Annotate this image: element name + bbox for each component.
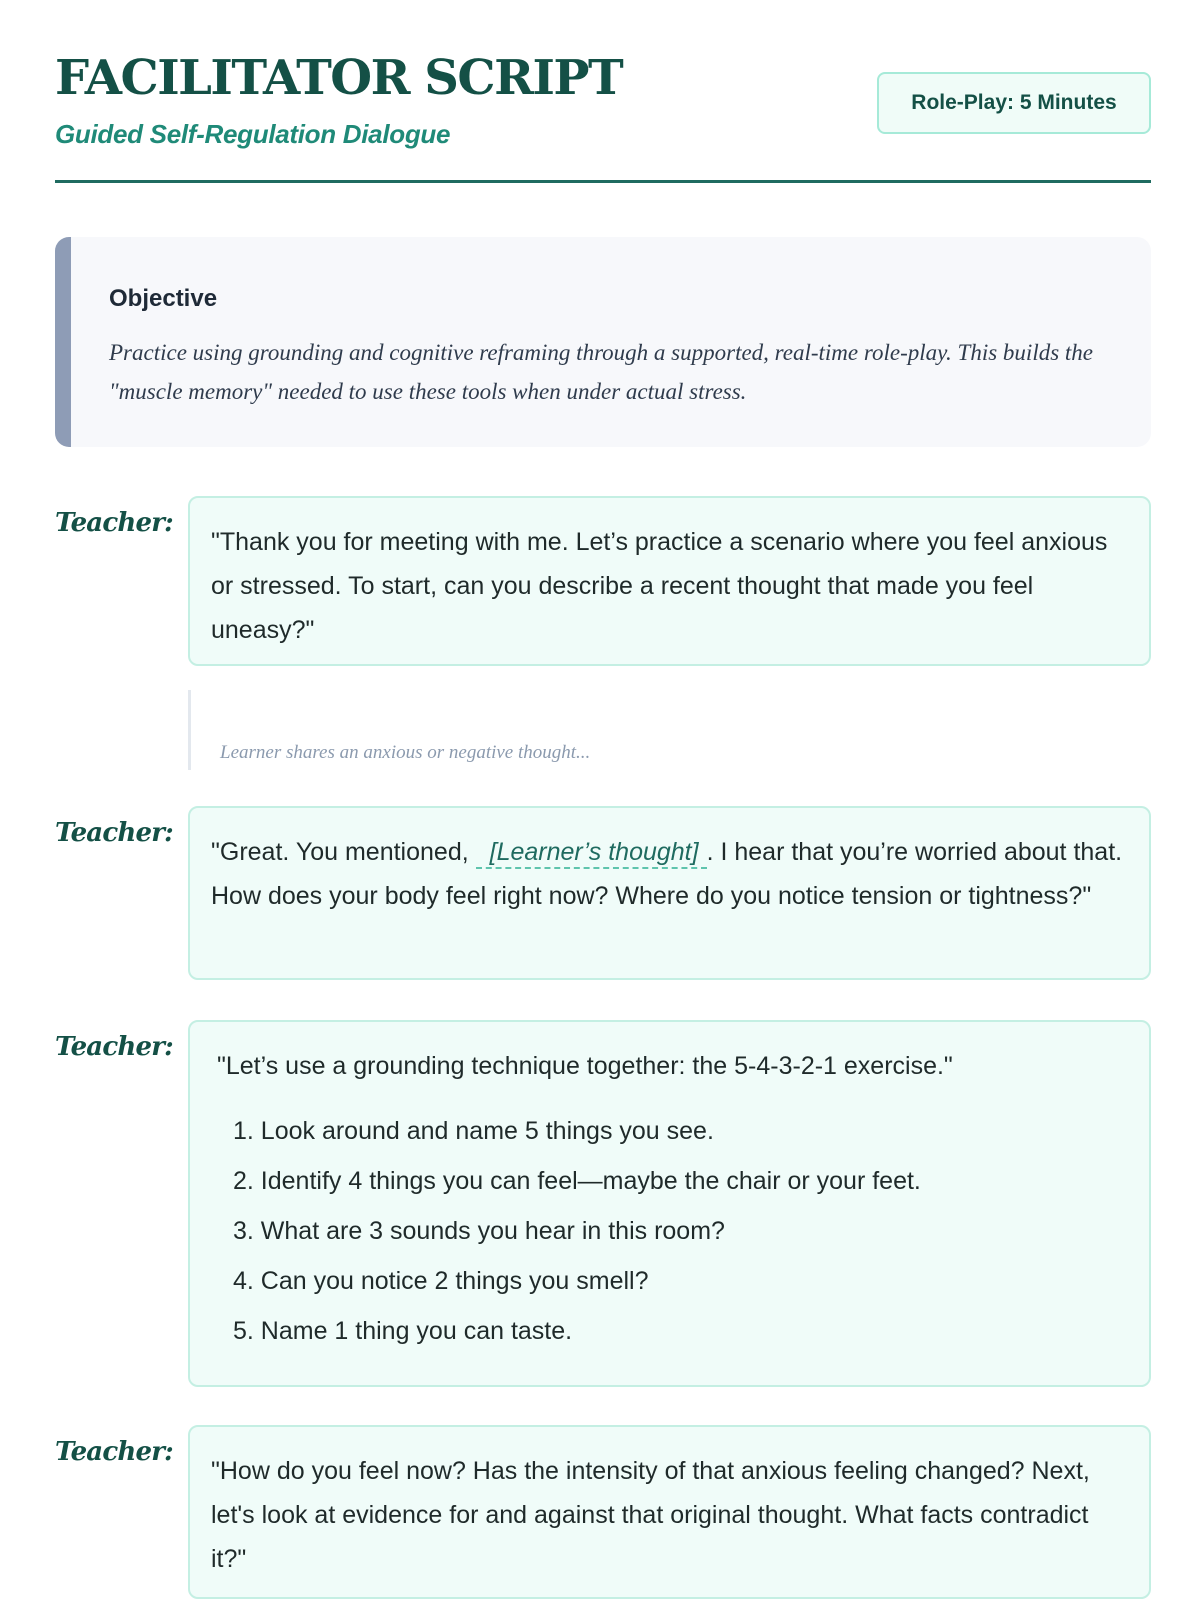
speech-bubble — [188, 806, 1151, 980]
list-item: 1. Look around and name 5 things you see. — [233, 1117, 714, 1145]
page-subtitle: Guided Self-Regulation Dialogue — [55, 119, 451, 149]
list-item: 4. Can you notice 2 things you smell? — [233, 1267, 649, 1295]
page-header — [55, 0, 1151, 183]
speech-bubble — [188, 1020, 1151, 1387]
page-title: FACILITATOR SCRIPT — [55, 50, 623, 106]
grounding-steps-list — [211, 1106, 1129, 1356]
list-item: 2. Identify 4 things you can feel—maybe the chair or your feet. — [233, 1167, 921, 1195]
list-item: 3. What are 3 sounds you hear in this room? — [233, 1217, 725, 1245]
objective-card — [55, 237, 1151, 447]
learner-response-note — [188, 690, 1151, 770]
duration-badge: Role-Play: 5 Minutes — [877, 72, 1151, 134]
facilitator-script-page — [55, 0, 1151, 1573]
objective-heading: Objective — [109, 285, 218, 312]
speaker-label: Teacher: — [55, 818, 173, 848]
speech-text: "Thank you for meeting with me. Let’s practice a scenario where you feel anxious or stressed. To start, can you describe a recent thought that made you feel uneasy?" — [211, 528, 1108, 644]
speaker-label: Teacher: — [55, 1032, 173, 1062]
speaker-label: Teacher: — [55, 1437, 173, 1467]
speech-text-after: . I hear that you’re worried about that. How does your body feel right now? Where do you notice tension or tightness?" — [211, 838, 1123, 910]
speech-text: "How do you feel now? Has the intensity of that anxious feeling changed? Next, let's look at evidence for and against that original thought. What facts contradict it?" — [211, 1457, 1090, 1573]
learner-thought-placeholder: [Learner’s thought] — [476, 837, 707, 869]
speech-text-before: "Great. You mentioned, — [211, 838, 469, 866]
speaker-label: Teacher: — [55, 508, 173, 538]
list-item: 5. Name 1 thing you can taste. — [233, 1317, 573, 1345]
objective-text: Practice using grounding and cognitive reframing through a supported, real-time role-play. This builds the "muscle memory" needed to use these tools when under actual stress. — [109, 340, 1094, 404]
note-text: Learner shares an anxious or negative thought... — [220, 742, 591, 763]
speech-bubble — [188, 496, 1151, 666]
speech-bubble — [188, 1425, 1151, 1599]
exercise-intro: "Let’s use a grounding technique together: the 5-4-3-2-1 exercise." — [217, 1052, 953, 1080]
